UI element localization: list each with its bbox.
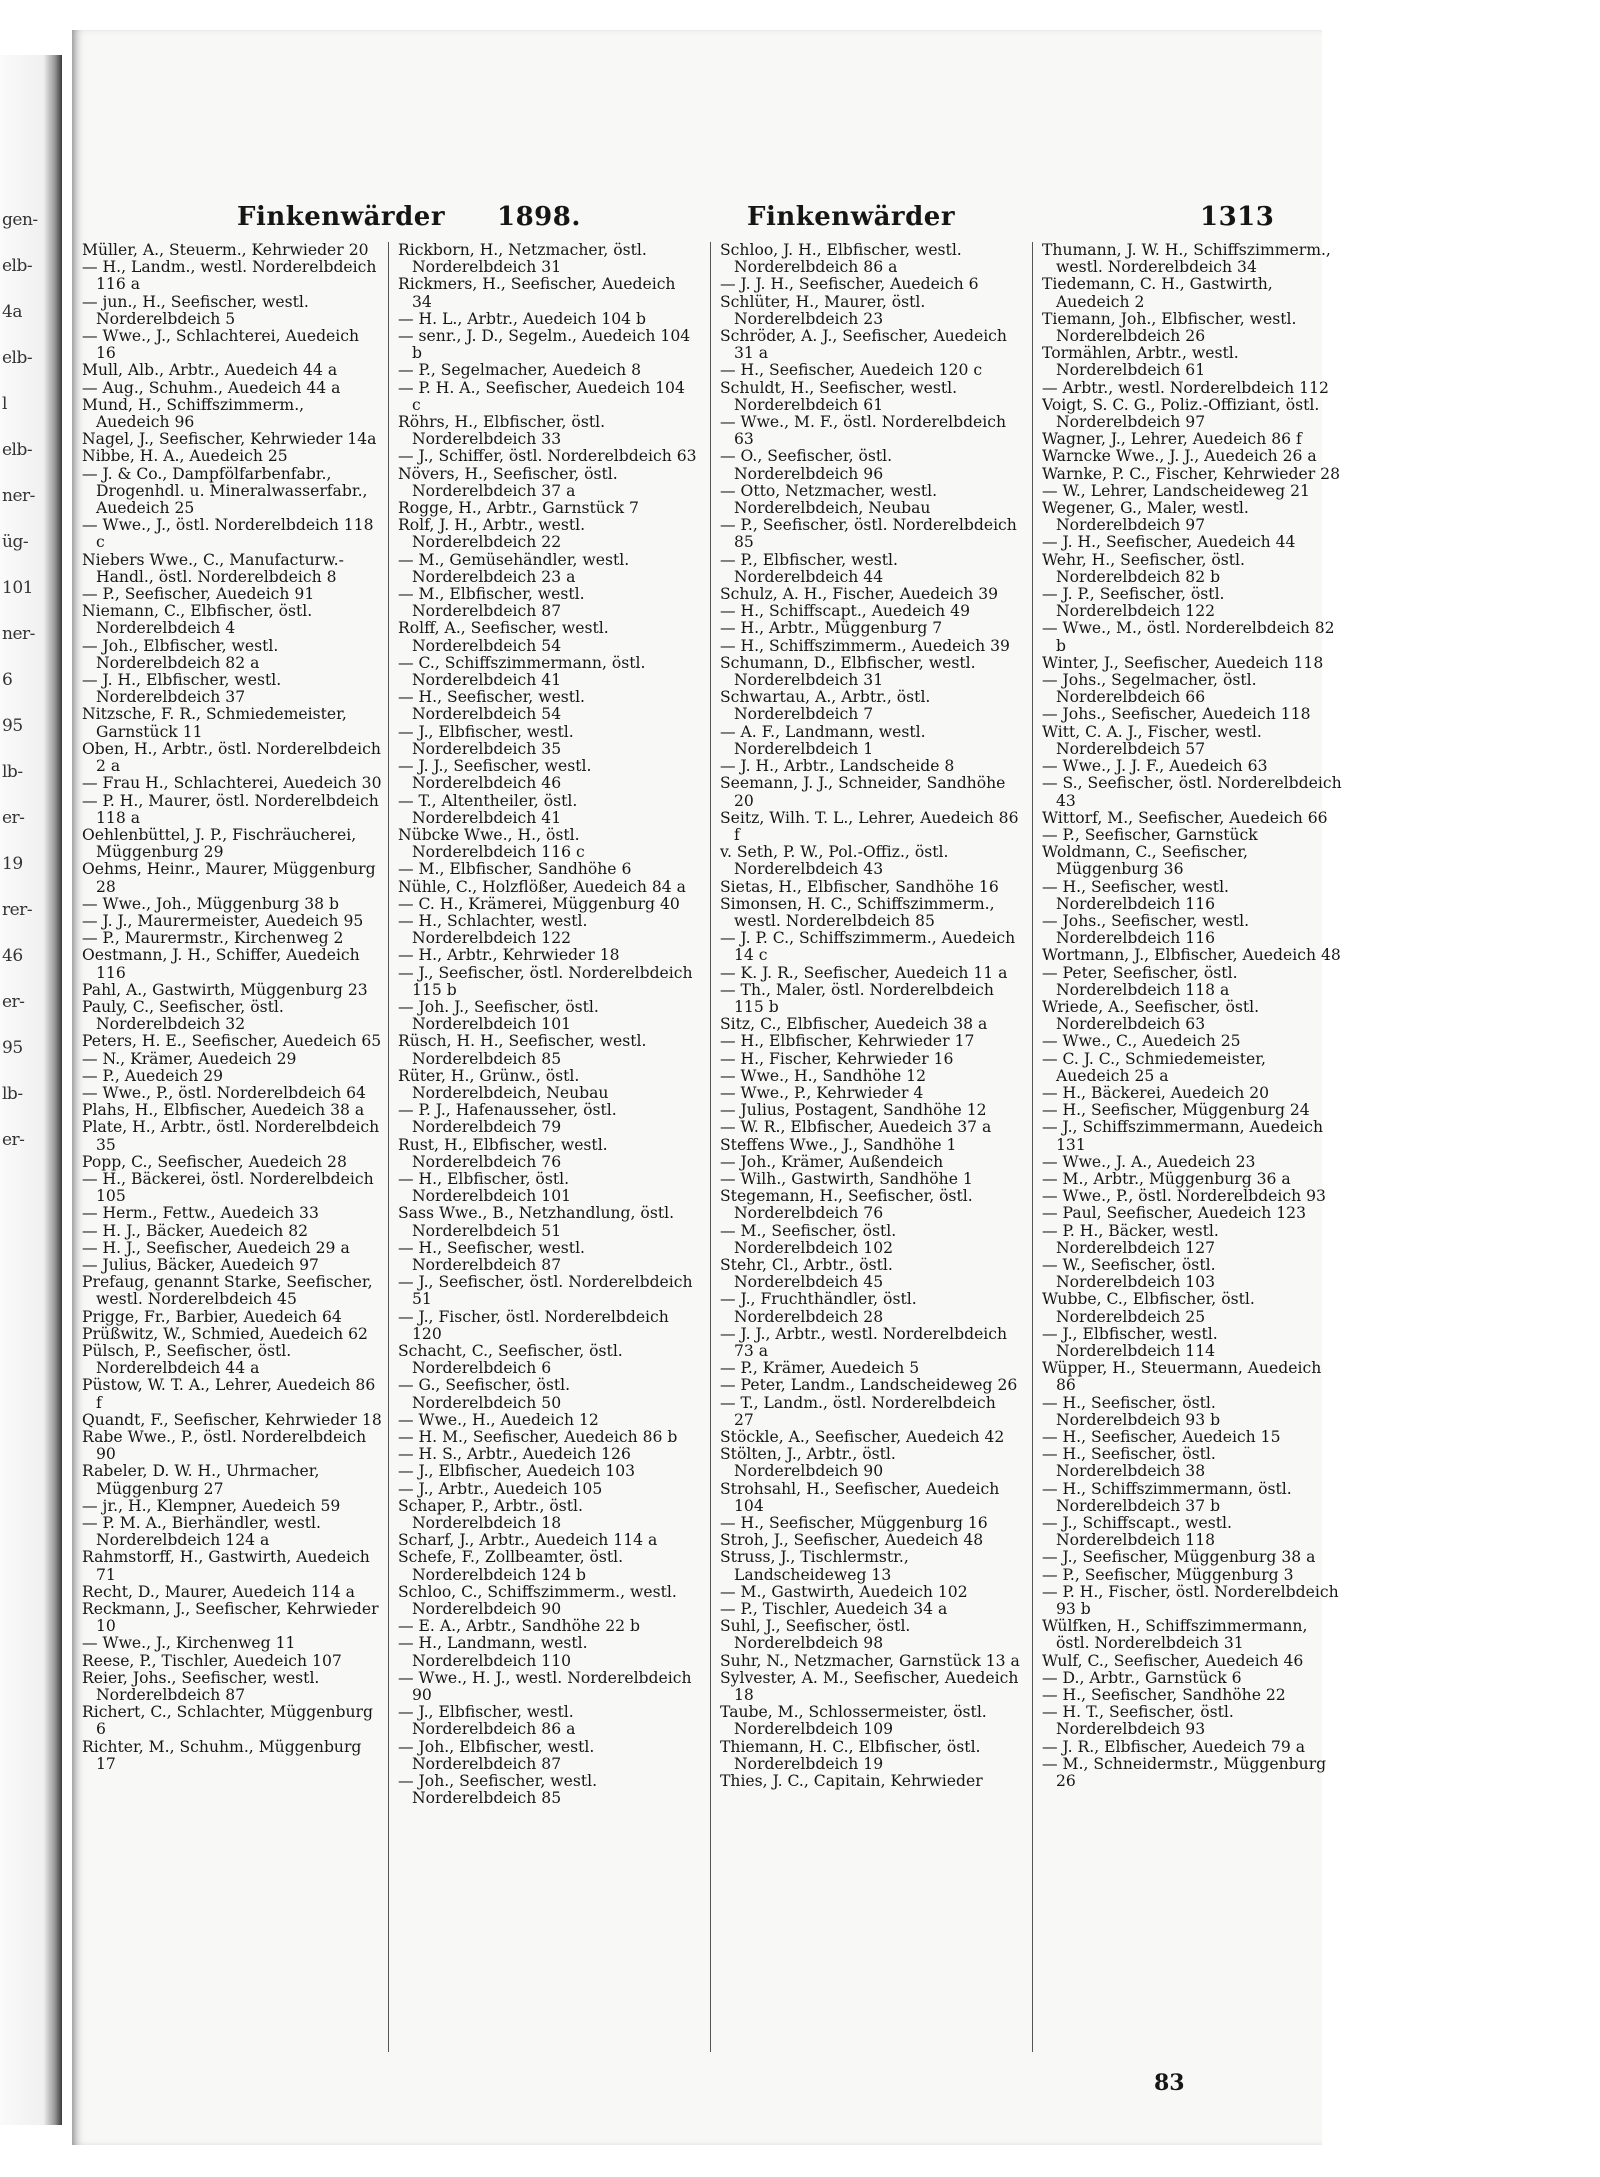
directory-entry: — Joh. J., Seefischer, östl. Norderelbdeich 101 [398,997,599,1034]
directory-entry: Schulz, A. H., Fischer, Auedeich 39 [720,585,999,604]
directory-entry: Püstow, W. T. A., Lehrer, Auedeich 86 f [82,1376,376,1412]
directory-entry: Nübcke Wwe., H., östl. Norderelbdeich 116 c [398,825,585,862]
directory-entry: — D., Arbtr., Garnstück 6 [1042,1668,1242,1687]
directory-entry: — Wwe., M., östl. Norderelbdeich 82 b [1042,619,1335,655]
directory-entry: Reese, P., Tischler, Auedeich 107 [82,1651,342,1670]
directory-entry: — H. L., Arbtr., Auedeich 104 b [398,309,647,328]
header-year: 1898. [497,202,581,232]
previous-page-fragment: er- [2,808,25,828]
previous-page-fragment: 6 [2,670,13,690]
directory-entry: v. Seth, P. W., Pol.-Offiz., östl. Norderelbdeich 43 [720,843,949,879]
printer-signature: 83 [1154,2070,1185,2096]
directory-entry: Sitz, C., Elbfischer, Auedeich 38 a [720,1015,988,1034]
directory-entry: — W., Lehrer, Landscheideweg 21 [1042,481,1310,500]
directory-entry: Steffens Wwe., J., Sandhöhe 1 [720,1135,957,1154]
directory-entry: Warnke, P. C., Fischer, Kehrwieder 28 [1042,464,1340,483]
directory-entry: — W., Seefischer, östl. Norderelbdeich 103 [1042,1255,1216,1292]
column-rule [1032,242,1033,2052]
directory-entry: Woldmann, C., Seefischer, Müggenburg 36 [1042,843,1248,879]
directory-entry: — H., Seefischer, Müggenburg 16 [720,1514,988,1533]
directory-entry: Schefe, F., Zollbeamter, östl. Norderelbdeich 124 b [398,1548,624,1584]
directory-entry: — M., Schneidermstr., Müggenburg 26 [1042,1754,1327,1791]
directory-entry: — C., Schiffszimmermann, östl. Norderelbdeich 41 [398,653,646,690]
directory-entry: — H., Arbtr., Kehrwieder 18 [398,946,620,965]
directory-entry: — P., Tischler, Auedeich 34 a [720,1600,948,1619]
directory-entry: — J. J., Seefischer, westl. Norderelbdeich 46 [398,757,592,793]
directory-entry: Stölten, J., Arbtr., östl. Norderelbdeich 90 [720,1445,896,1481]
directory-entry: Oehms, Heinr., Maurer, Müggenburg 28 [82,860,376,896]
directory-entry: — H., Seefischer, Sandhöhe 22 [1042,1686,1286,1705]
directory-entry: Schloo, C., Schiffszimmerm., westl. Norderelbdeich 90 [398,1582,677,1619]
directory-entry: — J. R., Elbfischer, Auedeich 79 a [1042,1737,1306,1756]
directory-entry: — M., Elbfischer, westl. Norderelbdeich 87 [398,585,585,621]
directory-entry: Niebers Wwe., C., Manufacturw.-Handl., östl. Norderelbdeich 8 [82,550,344,586]
directory-entry: Rüsch, H. H., Seefischer, westl. Norderelbdeich 85 [398,1032,647,1068]
directory-entry: — J., Seefischer, östl. Norderelbdeich 115 b [398,963,693,999]
directory-entry: — Aug., Schuhm., Auedeich 44 a [82,378,341,397]
directory-entry: — H., Seefischer, westl. Norderelbdeich 116 [1042,877,1230,913]
directory-entry: — H., Elbfischer, Kehrwieder 17 [720,1032,975,1051]
directory-entry: — H. M., Seefischer, Auedeich 86 b [398,1428,678,1447]
directory-entry: Prigge, Fr., Barbier, Auedeich 64 [82,1307,342,1326]
directory-entry: Schacht, C., Seefischer, östl. Norderelbdeich 6 [398,1342,623,1378]
directory-entry: Wortmann, J., Elbfischer, Auedeich 48 [1042,946,1341,965]
directory-entry: — P., Segelmacher, Auedeich 8 [398,361,641,380]
directory-entry: Schlüter, H., Maurer, östl. Norderelbdeich 23 [720,292,926,328]
directory-entry: — H., Landm., westl. Norderelbdeich 116 a [82,258,377,294]
previous-page-fragment: rer- [2,900,33,920]
directory-entry: — J., Schiffer, östl. Norderelbdeich 63 [398,447,697,466]
directory-entry: — P. H., Maurer, östl. Norderelbdeich 118 a [82,791,379,827]
directory-entry: — J., Arbtr., Auedeich 105 [398,1479,603,1498]
directory-entry: — H., Bäckerei, Auedeich 20 [1042,1083,1270,1102]
directory-entry: Stegemann, H., Seefischer, östl. Norderelbdeich 76 [720,1187,973,1223]
previous-page-fragment: lb- [2,762,23,782]
directory-entry: — Joh., Elbfischer, westl. Norderelbdeich 87 [398,1737,595,1773]
previous-page-fragment: elb- [2,440,33,460]
page-header [72,202,1322,242]
directory-entry: — Wwe., P., östl. Norderelbdeich 64 [82,1083,366,1102]
directory-entry: Nitzsche, F. R., Schmiedemeister, Garnstück 11 [82,705,347,741]
directory-entry: Prüßwitz, W., Schmied, Auedeich 62 [82,1324,368,1343]
previous-page-fragment: gen- [2,210,38,230]
column-rule [710,242,711,2052]
header-title-left: Finkenwärder [237,202,446,232]
directory-entry: — J., Elbfischer, westl. Norderelbdeich 114 [1042,1324,1218,1360]
column-2 [398,242,698,1807]
directory-entry: — J., Schiffscapt., westl. Norderelbdeich 118 [1042,1514,1232,1550]
directory-entry: Plate, H., Arbtr., östl. Norderelbdeich 35 [82,1118,380,1154]
directory-entry: Sass Wwe., B., Netzhandlung, östl. Norderelbdeich 51 [398,1204,675,1240]
directory-entry: Simonsen, H. C., Schiffszimmerm., westl. Norderelbdeich 85 [720,894,995,930]
directory-entry: Wegener, G., Maler, westl. Norderelbdeich 97 [1042,499,1249,535]
directory-entry: — Johs., Seefischer, westl. Norderelbdeich 116 [1042,911,1250,948]
directory-entry: Strohsahl, H., Seefischer, Auedeich 104 [720,1479,1000,1515]
directory-entry: Mund, H., Schiffszimmerm., Auedeich 96 [82,395,305,432]
directory-entry: Thumann, J. W. H., Schiffszimmerm., westl. Norderelbdeich 34 [1042,241,1331,277]
directory-entry: — H., Seefischer, Auedeich 15 [1042,1428,1281,1447]
directory-entry: Tiemann, Joh., Elbfischer, westl. Norderelbdeich 26 [1042,309,1297,346]
directory-entry: — Wwe., J., Kirchenweg 11 [82,1634,296,1653]
directory-entry: — J., Seefischer, Müggenburg 38 a [1042,1548,1316,1567]
directory-entry: — M., Elbfischer, Sandhöhe 6 [398,860,632,879]
directory-entry: — C. H., Krämerei, Müggenburg 40 [398,894,680,913]
directory-entry: — H., Bäckerei, östl. Norderelbdeich 105 [82,1169,374,1206]
directory-entry: Popp, C., Seefischer, Auedeich 28 [82,1152,347,1171]
directory-entry: — J. P., Seefischer, östl. Norderelbdeich 122 [1042,585,1225,621]
directory-entry: Stroh, J., Seefischer, Auedeich 48 [720,1531,984,1550]
directory-entry: — G., Seefischer, östl. Norderelbdeich 50 [398,1376,571,1412]
page-number: 1313 [1200,202,1275,232]
directory-entry: Seitz, Wilh. T. L., Lehrer, Auedeich 86 f [720,808,1019,844]
directory-entry: Sylvester, A. M., Seefischer, Auedeich 18 [720,1668,1019,1705]
directory-entry: — P., Seefischer, Garnstück [1042,825,1258,844]
directory-entry: — H., Seefischer, Auedeich 120 c [720,361,983,380]
directory-entry: Stöckle, A., Seefischer, Auedeich 42 [720,1428,1005,1447]
directory-entry: Quandt, F., Seefischer, Kehrwieder 18 [82,1410,382,1429]
directory-entry: Rolff, A., Seefischer, westl. Norderelbdeich 54 [398,619,609,655]
directory-entry: — Joh., Seefischer, westl. Norderelbdeich 85 [398,1772,598,1808]
directory-entry: Wehr, H., Seefischer, östl. Norderelbdeich 82 b [1042,550,1245,586]
directory-entry: Plahs, H., Elbfischer, Auedeich 38 a [82,1101,365,1120]
directory-entry: — J., Fischer, östl. Norderelbdeich 120 [398,1307,669,1343]
directory-entry: — Julius, Postagent, Sandhöhe 12 [720,1101,987,1120]
directory-entry: — H., Schiffszimmerm., Auedeich 39 [720,636,1010,655]
directory-entry: Witt, C. A. J., Fischer, westl. Norderelbdeich 57 [1042,722,1262,758]
previous-page-fragment: lb- [2,1084,23,1104]
directory-entry: — P., Seefischer, Auedeich 91 [82,585,315,604]
directory-entry: Wülfken, H., Schiffszimmermann, östl. Norderelbdeich 31 [1042,1617,1308,1653]
previous-page-fragment: er- [2,992,25,1012]
directory-entry: — Herm., Fettw., Auedeich 33 [82,1204,319,1223]
directory-entry: Pahl, A., Gastwirth, Müggenburg 23 [82,980,368,999]
directory-entry: Seemann, J. J., Schneider, Sandhöhe 20 [720,774,1006,810]
directory-entry: — H., Seefischer, Müggenburg 24 [1042,1101,1310,1120]
directory-entry: Niemann, C., Elbfischer, östl. Norderelbdeich 4 [82,602,313,638]
directory-entry: — Wwe., H., Sandhöhe 12 [720,1066,927,1085]
directory-entry: — Wwe., J., östl. Norderelbdeich 118 c [82,516,374,552]
directory-entry: — Otto, Netzmacher, westl. Norderelbdeich, Neubau [720,481,938,518]
directory-entry: — K. J. R., Seefischer, Auedeich 11 a [720,963,1008,982]
directory-entry: — J., Elbfischer, Auedeich 103 [398,1462,636,1481]
directory-entry: — J. H., Elbfischer, westl. Norderelbdeich 37 [82,671,282,707]
directory-entry: — senr., J. D., Segelm., Auedeich 104 b [398,327,691,363]
directory-entry: — M., Gastwirth, Auedeich 102 [720,1582,968,1601]
directory-entry: Wittorf, M., Seefischer, Auedeich 66 [1042,808,1328,827]
directory-entry: Reckmann, J., Seefischer, Kehrwieder 10 [82,1600,379,1636]
directory-entry: Tormählen, Arbtr., westl. Norderelbdeich 61 [1042,344,1239,380]
directory-entry: — P., Elbfischer, westl. Norderelbdeich 44 [720,550,898,586]
directory-entry: Növers, H., Seefischer, östl. Norderelbdeich 37 a [398,464,618,500]
directory-entry: — P. J., Hafenausseher, östl. Norderelbdeich 79 [398,1101,617,1137]
previous-page-fragment: ner- [2,624,35,644]
directory-entry: Oehlenbüttel, J. P., Fischräucherei, Müggenburg 29 [82,825,357,862]
directory-entry: — Joh., Elbfischer, westl. Norderelbdeich 82 a [82,636,279,672]
directory-entry: — P. M. A., Bierhändler, westl. Norderelbdeich 124 a [82,1514,321,1550]
directory-entry: — M., Seefischer, östl. Norderelbdeich 102 [720,1221,897,1257]
directory-entry: Röhrs, H., Elbfischer, östl. Norderelbdeich 33 [398,413,606,449]
directory-entry: Peters, H. E., Seefischer, Auedeich 65 [82,1032,382,1051]
directory-entry: — Johs., Segelmacher, östl. Norderelbdeich 66 [1042,671,1257,707]
directory-entry: — H., Schlachter, westl. Norderelbdeich 122 [398,911,588,948]
directory-entry: — Wwe., H., Auedeich 12 [398,1410,599,1429]
directory-entry: — Th., Maler, östl. Norderelbdeich 115 b [720,980,994,1016]
previous-page-fragment: ner- [2,486,35,506]
directory-entry: — C. J. C., Schmiedemeister, Auedeich 25 a [1042,1049,1266,1085]
directory-entry: — Julius, Bäcker, Auedeich 97 [82,1255,319,1274]
directory-entry: Rabeler, D. W. H., Uhrmacher, Müggenburg 27 [82,1462,320,1498]
directory-entry: — H., Elbfischer, östl. Norderelbdeich 101 [398,1169,572,1206]
directory-entry: Pülsch, P., Seefischer, östl. Norderelbdeich 44 a [82,1342,292,1378]
directory-entry: — H., Seefischer, westl. Norderelbdeich 54 [398,688,586,724]
directory-entry: Rickmers, H., Seefischer, Auedeich 34 [398,275,676,311]
directory-entry: Schuldt, H., Seefischer, westl. Norderelbdeich 61 [720,378,958,414]
directory-entry: — J. H., Seefischer, Auedeich 44 [1042,533,1296,552]
directory-entry: Richter, M., Schuhm., Müggenburg 17 [82,1737,362,1773]
directory-entry: — H., Schiffszimmermann, östl. Norderelbdeich 37 b [1042,1479,1292,1515]
directory-entry: — H., Seefischer, östl. Norderelbdeich 93 b [1042,1393,1221,1429]
directory-entry: — H. J., Seefischer, Auedeich 29 a [82,1238,350,1257]
directory-entry: — H., Seefischer, westl. Norderelbdeich 87 [398,1238,586,1274]
directory-entry: — H. S., Arbtr., Auedeich 126 [398,1445,631,1464]
directory-entry: — T., Altentheiler, östl. Norderelbdeich 41 [398,791,578,827]
directory-entry: Taube, M., Schlossermeister, östl. Norderelbdeich 109 [720,1703,987,1739]
previous-page-fragment: 19 [2,854,23,874]
directory-entry: — Wilh., Gastwirth, Sandhöhe 1 [720,1169,973,1188]
directory-entry: — A. F., Landmann, westl. Norderelbdeich 1 [720,722,926,758]
directory-entry: Suhl, J., Seefischer, östl. Norderelbdeich 98 [720,1617,911,1653]
directory-entry: — P., Seefischer, Müggenburg 3 [1042,1565,1294,1584]
directory-entry: — J. J. H., Seefischer, Auedeich 6 [720,275,979,294]
directory-entry: — Wwe., J., Schlachterei, Auedeich 16 [82,327,360,363]
directory-entry: Winter, J., Seefischer, Auedeich 118 [1042,653,1324,672]
directory-entry: Richert, C., Schlachter, Müggenburg 6 [82,1703,373,1739]
directory-entry: Wüpper, H., Steuermann, Auedeich 86 [1042,1359,1322,1395]
directory-entry: — Peter, Seefischer, östl. Norderelbdeich 118 a [1042,963,1238,999]
directory-entry: Nagel, J., Seefischer, Kehrwieder 14a [82,430,377,449]
directory-entry: — H., Arbtr., Müggenburg 7 [720,619,943,638]
directory-entry: Nühle, C., Holzflößer, Auedeich 84 a [398,877,686,896]
directory-entry: — Wwe., H. J., westl. Norderelbdeich 90 [398,1668,692,1705]
directory-entry: — P. H., Fischer, östl. Norderelbdeich 93 b [1042,1582,1339,1619]
previous-page-fragment: 95 [2,1038,23,1058]
directory-entry: — P. H. A., Seefischer, Auedeich 104 c [398,378,685,414]
directory-entry: Wagner, J., Lehrer, Auedeich 86 f [1042,430,1302,449]
directory-entry: — J. J., Maurermeister, Auedeich 95 [82,911,364,930]
directory-entry: — Arbtr., westl. Norderelbdeich 112 [1042,378,1329,397]
directory-entry: — Peter, Landm., Landscheideweg 26 [720,1376,1018,1395]
directory-entry: — J. & Co., Dampfölfarbenfabr., Drogenhdl. u. Mineralwasserfabr., Auedeich 25 [82,464,368,518]
header-title-right: Finkenwärder [747,202,956,232]
directory-entry: Rickborn, H., Netzmacher, östl. Norderelbdeich 31 [398,241,647,277]
directory-entry: — J., Seefischer, östl. Norderelbdeich 51 [398,1273,693,1309]
directory-entry: Schloo, J. H., Elbfischer, westl. Norderelbdeich 86 a [720,241,962,277]
directory-entry: — P., Seefischer, östl. Norderelbdeich 85 [720,516,1017,552]
directory-entry: Müller, A., Steuerm., Kehrwieder 20 [82,241,369,259]
directory-entry: — J., Fruchthändler, östl. Norderelbdeich 28 [720,1290,917,1326]
directory-entry: Schaper, P., Arbtr., östl. Norderelbdeich 18 [398,1496,583,1533]
directory-entry: Sietas, H., Elbfischer, Sandhöhe 16 [720,877,999,896]
directory-entry: — Wwe., Joh., Müggenburg 38 b [82,894,340,913]
column-3 [720,242,1020,1790]
column-rule [388,242,389,2052]
previous-page-fragment: 101 [2,578,33,598]
directory-entry: — P., Auedeich 29 [82,1066,224,1085]
directory-entry: — J., Schiffszimmermann, Auedeich 131 [1042,1118,1324,1154]
directory-entry: — H., Seefischer, östl. Norderelbdeich 38 [1042,1445,1216,1481]
directory-entry: — jr., H., Klempner, Auedeich 59 [82,1496,341,1515]
directory-entry: Schröder, A. J., Seefischer, Auedeich 31 a [720,327,1007,363]
previous-page-fragment: 46 [2,946,23,966]
directory-entry: — H. J., Bäcker, Auedeich 82 [82,1221,309,1240]
column-4 [1042,242,1342,1790]
directory-entry: — J., Elbfischer, westl. Norderelbdeich 35 [398,722,574,758]
directory-entry: — H., Landmann, westl. Norderelbdeich 110 [398,1634,588,1670]
directory-entry: — P., Maurermstr., Kirchenweg 2 [82,929,344,948]
previous-page-fragment: er- [2,1130,25,1150]
previous-page-fragment: elb- [2,256,33,276]
directory-entry: Nibbe, H. A., Auedeich 25 [82,447,288,466]
directory-entry: Suhr, N., Netzmacher, Garnstück 13 a [720,1651,1020,1670]
directory-entry: Thies, J. C., Capitain, Kehrwieder [720,1772,983,1791]
directory-entry: — J., Elbfischer, westl. Norderelbdeich 86 a [398,1703,576,1739]
directory-entry: — Paul, Seefischer, Auedeich 123 [1042,1204,1307,1223]
directory-entry: Rust, H., Elbfischer, westl. Norderelbdeich 76 [398,1135,608,1171]
directory-entry: Oestmann, J. H., Schiffer, Auedeich 116 [82,946,360,982]
directory-entry: Rüter, H., Grünw., östl. Norderelbdeich, Neubau [398,1066,609,1102]
directory-entry: — Wwe., P., Kehrwieder 4 [720,1083,924,1102]
directory-entry: — H., Fischer, Kehrwieder 16 [720,1049,954,1068]
previous-page-fragment: elb- [2,348,33,368]
directory-entry: Reier, Johs., Seefischer, westl. Norderelbdeich 87 [82,1668,320,1705]
directory-entry: — J. J., Arbtr., westl. Norderelbdeich 73 a [720,1324,1008,1360]
directory-entry: — Wwe., C., Auedeich 25 [1042,1032,1241,1051]
directory-page [72,30,1342,2145]
directory-entry: Warncke Wwe., J. J., Auedeich 26 a [1042,447,1317,466]
directory-entry: Wulf, C., Seefischer, Auedeich 46 [1042,1651,1304,1670]
directory-entry: Prefaug, genannt Starke, Seefischer, westl. Norderelbdeich 45 [82,1273,373,1309]
directory-entry: — H. T., Seefischer, östl. Norderelbdeich 93 [1042,1703,1234,1739]
directory-entry: Rolf, J. H., Arbtr., westl. Norderelbdeich 22 [398,516,586,552]
directory-entry: — E. A., Arbtr., Sandhöhe 22 b [398,1617,640,1636]
column-1 [82,242,382,1773]
directory-entry: — H., Schiffscapt., Auedeich 49 [720,602,971,621]
directory-entry: Mull, Alb., Arbtr., Auedeich 44 a [82,361,338,380]
directory-entry: — Johs., Seefischer, Auedeich 118 [1042,705,1311,724]
directory-entry: Schumann, D., Elbfischer, westl. Norderelbdeich 31 [720,653,976,690]
directory-entry: — S., Seefischer, östl. Norderelbdeich 43 [1042,774,1342,810]
directory-entry: Recht, D., Maurer, Auedeich 114 a [82,1582,355,1601]
directory-entry: — M., Gemüsehändler, westl. Norderelbdeich 23 a [398,550,630,586]
directory-entry: — N., Krämer, Auedeich 29 [82,1049,297,1068]
directory-entry: Scharf, J., Arbtr., Auedeich 114 a [398,1531,658,1550]
directory-entry: — W. R., Elbfischer, Auedeich 37 a [720,1118,992,1137]
directory-entry: — Joh., Krämer, Außendeich [720,1152,944,1171]
directory-entry: Voigt, S. C. G., Poliz.-Offiziant, östl. Norderelbdeich 97 [1042,395,1320,432]
directory-entry: — P., Krämer, Auedeich 5 [720,1359,920,1378]
directory-entry: Wriede, A., Seefischer, östl. Norderelbdeich 63 [1042,997,1260,1034]
directory-entry: Struss, J., Tischlermstr., Landscheideweg 13 [720,1548,909,1584]
directory-entry: — Wwe., J. J. F., Auedeich 63 [1042,757,1268,776]
directory-entry: Thiemann, H. C., Elbfischer, östl. Norderelbdeich 19 [720,1737,981,1773]
previous-page-fragment: l [2,394,7,414]
directory-entry: Rogge, H., Arbtr., Garnstück 7 [398,499,639,518]
directory-entry: Schwartau, A., Arbtr., östl. Norderelbdeich 7 [720,688,931,724]
directory-entry: — jun., H., Seefischer, westl. Norderelbdeich 5 [82,292,309,328]
directory-entry: — P. H., Bäcker, westl. Norderelbdeich 127 [1042,1221,1219,1257]
directory-entry: — T., Landm., östl. Norderelbdeich 27 [720,1393,996,1429]
directory-entry: — J. H., Arbtr., Landscheide 8 [720,757,955,776]
directory-entry: Oben, H., Arbtr., östl. Norderelbdeich 2 a [82,739,381,776]
previous-page-fragment: 4a [2,302,22,322]
directory-entry: Rabe Wwe., P., östl. Norderelbdeich 90 [82,1428,367,1464]
directory-entry: — M., Arbtr., Müggenburg 36 a [1042,1169,1291,1188]
previous-page-fragment: üg- [2,532,29,552]
directory-entry: — J. P. C., Schiffszimmerm., Auedeich 14 c [720,929,1016,965]
directory-entry: Stehr, Cl., Arbtr., östl. Norderelbdeich 45 [720,1255,893,1292]
directory-entry: — Wwe., J. A., Auedeich 23 [1042,1152,1256,1171]
directory-entry: Tiedemann, C. H., Gastwirth, Auedeich 2 [1042,275,1273,311]
directory-entry: Rahmstorff, H., Gastwirth, Auedeich 71 [82,1548,370,1584]
directory-entry: — Wwe., M. F., östl. Norderelbdeich 63 [720,413,1007,449]
directory-entry: Wubbe, C., Elbfischer, östl. Norderelbdeich 25 [1042,1290,1255,1326]
directory-entry: — Frau H., Schlachterei, Auedeich 30 [82,774,382,793]
previous-page-fragment: 95 [2,716,23,736]
directory-entry: — O., Seefischer, östl. Norderelbdeich 96 [720,447,893,483]
directory-entry: — Wwe., P., östl. Norderelbdeich 93 [1042,1187,1326,1206]
directory-entry: Pauly, C., Seefischer, östl. Norderelbdeich 32 [82,997,284,1034]
